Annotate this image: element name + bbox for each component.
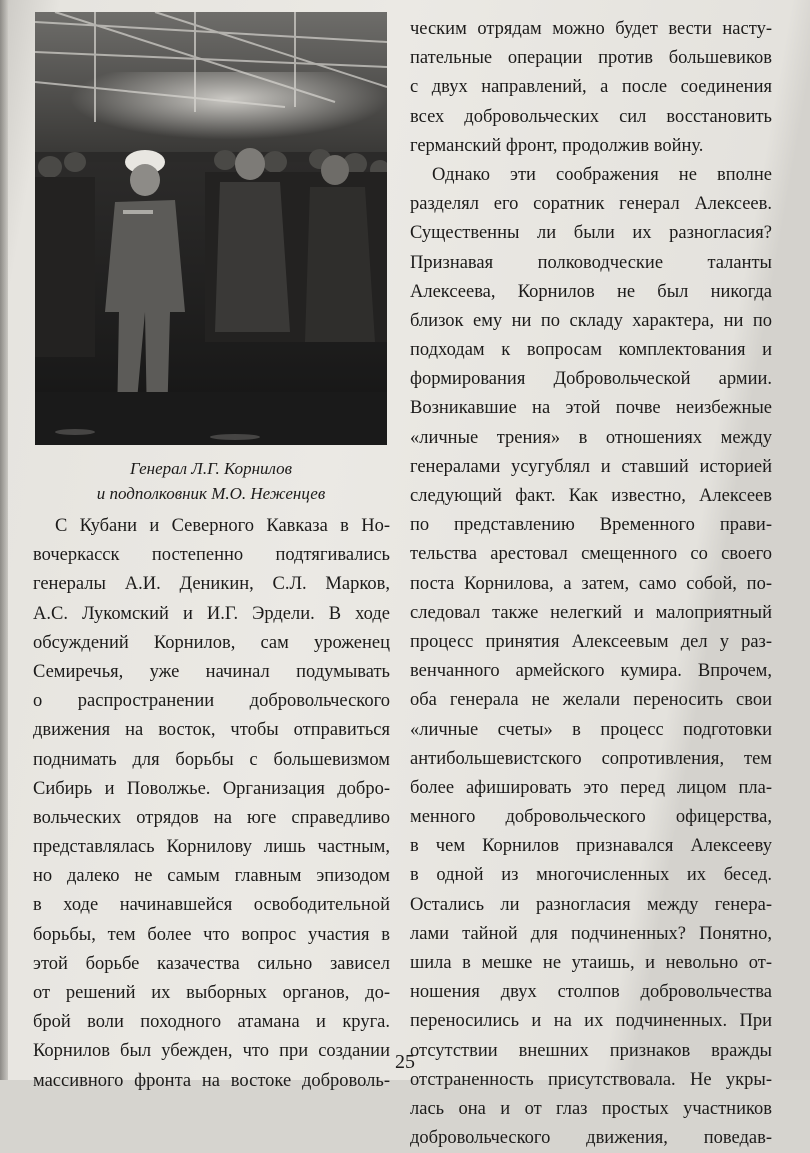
text-line: С Кубани и Северного Кавказа в Но- [55, 516, 390, 536]
text-line: вочеркасск постепенно подтягивались [33, 545, 390, 566]
text-line: оба генерала не желали переносить свои [410, 690, 772, 711]
text-line: Однако эти соображения не вполне [432, 164, 772, 185]
text-line: отстраненность присутствовала. Не укры- [410, 1069, 772, 1090]
text-line: «личные счеты» в процесс подготовки [410, 719, 772, 740]
text-line: менного добровольческого офицерства, [410, 807, 772, 828]
text-line: более афишировать это перед лицом пла- [410, 777, 772, 798]
text-line: с двух направлений, а после соединения [410, 77, 772, 98]
text-line: но далеко не самым главным эпизодом [33, 866, 390, 887]
caption-line-1: Генерал Л.Г. Корнилов [129, 459, 293, 478]
photograph-scene [35, 12, 387, 445]
text-line: генералами усугублял и ставший историей [410, 456, 772, 477]
text-line: германский фронт, продолжив войну. [410, 135, 704, 156]
text-line: подходам к вопросам комплектования и [410, 340, 772, 361]
text-line: формирования Добровольческой армии. [410, 369, 772, 390]
photo-caption [35, 456, 387, 506]
text-line: в ходе начинавшейся освободительной [33, 895, 390, 916]
text-line: лами тайной для подчиненных? Понятно, [410, 923, 772, 944]
text-line: добровольческого движения, поведав- [410, 1128, 772, 1149]
text-line: шила в мешке не утаишь, и невольно от- [410, 953, 772, 973]
caption-line-2: и подполковник М.О. Неженцев [96, 484, 326, 503]
text-line: представлялась Корнилову лишь частным, [33, 837, 390, 858]
text-line: борьбы, тем более что вопрос участия в [33, 924, 390, 945]
text-line: в одной из многочисленных их бесед. [410, 865, 772, 886]
text-line: всех добровольческих сил восстановить [410, 106, 772, 127]
text-line: Признавая полководческие таланты [410, 252, 772, 273]
text-line: пательные операции против большевиков [410, 48, 772, 69]
photograph [35, 12, 387, 445]
text-line: генералы А.И. Деникин, С.Л. Марков, [33, 574, 390, 595]
text-line: по представлению Временного прави- [410, 515, 772, 536]
text-line: «личные трения» в отношениях между [410, 427, 772, 448]
text-line: венчанного армейского кумира. Впрочем, [410, 661, 772, 682]
text-line: поста Корнилова, а затем, само собой, по- [410, 573, 772, 594]
text-line: лась она и от глаз простых участников [410, 1098, 772, 1119]
text-line: тельства арестовал смещенного со своего [410, 544, 772, 565]
text-line: близок ему ни по складу характера, ни по [410, 310, 772, 331]
text-line: Алексеева, Корнилов не был никогда [410, 281, 772, 302]
text-line: разделял его соратник генерал Алексеев. [410, 194, 772, 215]
text-line: в чем Корнилов признавался Алексееву [410, 836, 772, 857]
text-line: вольческих отрядов на юге справедливо [33, 807, 390, 828]
text-line: Сибирь и Поволжье. Организация добро- [33, 778, 390, 799]
left-text-column [33, 512, 390, 1096]
text-line: Возникавшие на этой почве неизбежные [410, 398, 772, 419]
text-line: движения на восток, чтобы отправиться [33, 720, 390, 741]
text-line: о распространении добровольческого [33, 691, 390, 712]
text-line: Остались ли разногласия между генера- [410, 894, 772, 915]
page-number: 25 [395, 1051, 415, 1073]
text-line: от решений их выборных органов, до- [33, 983, 390, 1003]
page-gutter-shadow [0, 0, 8, 1080]
text-line: Корнилов был убежден, что при создании [33, 1041, 390, 1062]
text-line: процесс принятия Алексеевым дел у раз- [410, 631, 772, 652]
text-line: А.С. Лукомский и И.Г. Эрдели. В ходе [33, 603, 390, 624]
text-line: ческим отрядам можно будет вести насту- [410, 19, 772, 39]
text-line: Существенны ли были их разногласия? [410, 223, 772, 244]
text-line: Семиречья, уже начинал подумывать [33, 661, 390, 682]
text-line: ношения двух столпов добровольчества [410, 982, 772, 1003]
text-line: этой борьбе казачества сильно зависел [33, 953, 390, 974]
text-line: брой воли походного атамана и круга. [33, 1012, 390, 1033]
right-text-column [410, 15, 772, 1153]
text-line: обсуждений Корнилов, сам уроженец [33, 632, 390, 653]
text-line: следующий факт. Как известно, Алексеев [410, 486, 772, 506]
text-line: следовал также нелегкий и малоприятный [410, 602, 772, 623]
text-line: поднимать для борьбы с большевизмом [33, 749, 390, 770]
text-line: переносились и на их подчиненных. При [410, 1011, 772, 1032]
text-line: массивного фронта на востоке доброволь- [33, 1070, 390, 1091]
text-line: антибольшевистского сопротивления, тем [410, 748, 772, 769]
text-line: отсутствии внешних признаков вражды [410, 1040, 772, 1061]
